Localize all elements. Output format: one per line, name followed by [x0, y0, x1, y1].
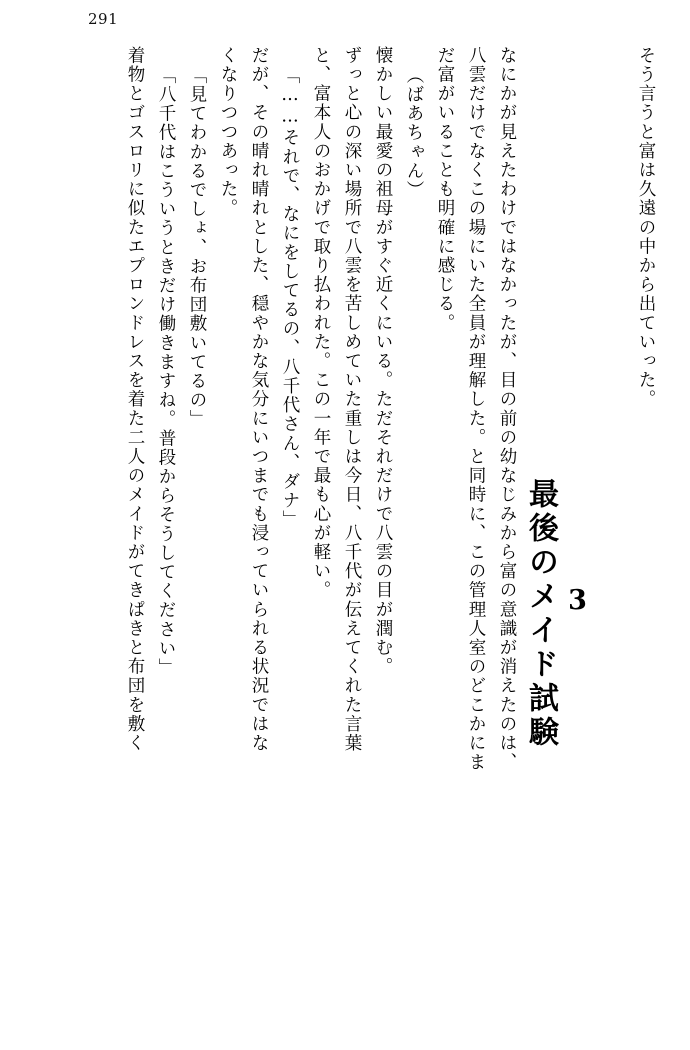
page-number: 291: [88, 10, 119, 28]
text-column: 「八千代はこういうときだけ働きますね。普段からそうしてください」: [156, 66, 176, 678]
text-column: と、富本人のおかげで取り払われた。この一年で最も心が軽い。: [311, 46, 331, 600]
text-column: 「見てわかるでしょ、お布団敷いてるの」: [187, 66, 207, 429]
text-column: だが、その晴れ晴れとした、穏やかな気分にいつまでも浸っていられる状況ではな: [249, 46, 269, 753]
text-column: 懐かしい最愛の祖母がすぐ近くにいる。ただそれだけで八雲の目が潤む。: [373, 46, 393, 677]
text-column: なにかが見えたわけではなかったが、目の前の幼なじみから富の意識が消えたのは、: [497, 46, 517, 772]
chapter-heading: [523, 46, 593, 1032]
column-gap: [593, 46, 623, 1032]
text-column: そう言うと富は久遠の中から出ていった。: [636, 46, 656, 409]
text-column: ずっと心の深い場所で八雲を苦しめていた重しは今日、八千代が伝えてくれた言葉: [342, 46, 362, 753]
text-column: くなりつつあった。: [218, 46, 238, 218]
text-column: 着物とゴスロリに似たエプロンドレスを着た二人のメイドがてきぱきと布団を敷く: [125, 46, 145, 753]
text-column: だ富がいることも明確に感じる。: [435, 46, 455, 333]
page-body: [40, 46, 654, 1032]
text-column: 「……それで、なにをしてるの、八千代さん、ダナ」: [280, 66, 300, 530]
chapter-number: 3: [562, 585, 593, 619]
chapter-title: 最後のメイド試験: [523, 478, 558, 750]
text-column: 八雲だけでなくこの場にいた全員が理解した。と同時に、この管理人室のどこかにま: [466, 46, 486, 772]
text-column: （ばあちゃん）: [404, 66, 424, 200]
